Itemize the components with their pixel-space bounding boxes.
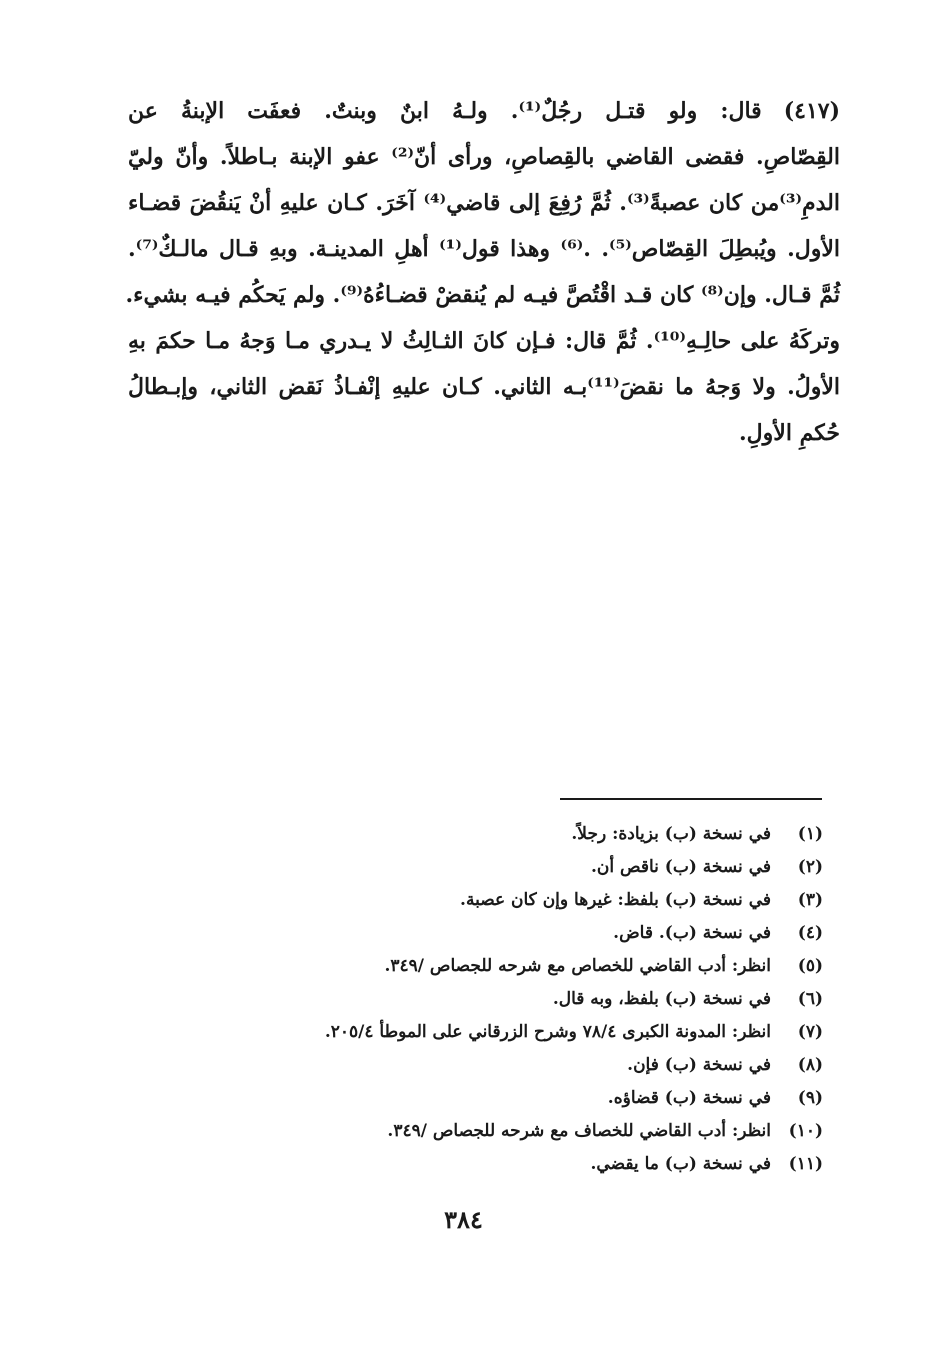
footnote-text: انظر: المدونة الكبرى ٧٨/٤ وشرح الزرقاني على الموطأ ٢٠٥/٤. xyxy=(324,1022,771,1042)
footnote-text: في نسخة (ب) ما يقضي. xyxy=(590,1154,771,1174)
footnote-number: (١٠) xyxy=(788,1121,823,1141)
footnote-text: في نسخة (ب) بزيادة: رجلاً. xyxy=(571,824,771,844)
paragraph-line-8: حُكمِ الأولِ. xyxy=(739,420,840,446)
footnote-item xyxy=(263,884,823,917)
footnote-item xyxy=(263,950,823,983)
footnote-text: انظر: أدب القاضي للخصاف مع شرحه للجصاص /٣٤٩. xyxy=(387,1121,771,1141)
footnote-number: (٩) xyxy=(797,1088,823,1108)
footnote-text: انظر: أدب القاضي للخصاص مع شرحه للجصاص /٣٤٩. xyxy=(384,956,771,976)
main-paragraph xyxy=(125,88,841,456)
footnote-number: (٨) xyxy=(797,1055,823,1075)
paragraph-line-2: القِصّاصِ. فقضى القاضي بالقِصاصِ، ورأى أنّ⁽²⁾ عفو الإبنة بـاطلاً. وأنّ وليّ xyxy=(128,144,840,170)
footnote-text: في نسخة (ب) ناقص أن. xyxy=(590,857,771,877)
footnote-number: (٦) xyxy=(797,989,823,1009)
footnote-number: (٢) xyxy=(797,857,823,877)
page-number: ٣٨٤ xyxy=(444,1205,483,1234)
paragraph-line-1-text: قال: ولو قتـل رجُلٌ⁽¹⁾. ولـهُ ابنٌ وبنتٌ. فعفَت الإبنةُ عن xyxy=(128,98,762,124)
paragraph-line-6: وتركَهُ على حالِـهِ⁽¹⁰⁾. ثُمَّ قال: فـإن كانَ الثـالِثُ لا يـدري مـا وَجهُ مـا حكمَ بهِ xyxy=(128,328,840,354)
footnote-number: (٣) xyxy=(797,890,823,910)
paragraph-line-3: الدمِ⁽³⁾من كان عصبةً⁽³⁾. ثُمَّ رُفِعَ إلى قاضي⁽⁴⁾ آخَرَ. كـان عليهِ أنْ يَنقُضَ قضـاء xyxy=(128,190,840,216)
paragraph-line-5: ثُمَّ قـال. وإن⁽⁸⁾ كان قـد اقْتُصَّ فيـه لم يُنقضْ قضـاءُهُ⁽⁹⁾. ولم يَحكُم فيـه بشيء. xyxy=(125,282,840,308)
footnote-text: في نسخة (ب). قاض. xyxy=(613,923,771,943)
footnote-item xyxy=(263,818,823,851)
footnote-item xyxy=(263,1148,823,1181)
footnote-item xyxy=(263,983,823,1016)
footnote-item xyxy=(263,1115,823,1148)
footnote-item xyxy=(263,1049,823,1082)
footnote-item xyxy=(263,851,823,884)
paragraph-number: (٤١٧) xyxy=(783,98,840,124)
footnote-text: في نسخة (ب) بلفظ، وبه قال. xyxy=(552,989,771,1009)
footnote-item xyxy=(263,1082,823,1115)
paragraph-line-1 xyxy=(128,88,840,134)
footnote-item xyxy=(263,1016,823,1049)
footnote-number: (٧) xyxy=(797,1022,823,1042)
footnote-number: (٤) xyxy=(797,923,823,943)
paragraph-line-4: الأول. ويُبطِلَ القِصّاص⁽⁵⁾. .⁽⁶⁾ وهذا قول⁽¹⁾ أهلِ المدينـة. وبهِ قـال مالـكٌ⁽⁷⁾. xyxy=(128,236,840,262)
footnote-separator xyxy=(560,798,822,800)
footnote-number: (٥) xyxy=(797,956,823,976)
footnote-item xyxy=(263,917,823,950)
paragraph-line-7: الأولُ. ولا وَجهُ ما نقضَ⁽¹¹⁾بـه الثاني. كـان عليهِ إنْفـاذُ نَقض الثاني، وإبـطالُ xyxy=(128,374,841,400)
footnote-number: (١١) xyxy=(788,1154,823,1174)
footnote-text: في نسخة (ب) بلفظ: غيرها وإن كان عصبة. xyxy=(460,890,771,910)
footnote-text: في نسخة (ب) فإن. xyxy=(627,1055,771,1075)
footnote-text: في نسخة (ب) قضاؤه. xyxy=(607,1088,771,1108)
footnote-number: (١) xyxy=(797,824,823,844)
footnotes-list xyxy=(263,818,823,1181)
